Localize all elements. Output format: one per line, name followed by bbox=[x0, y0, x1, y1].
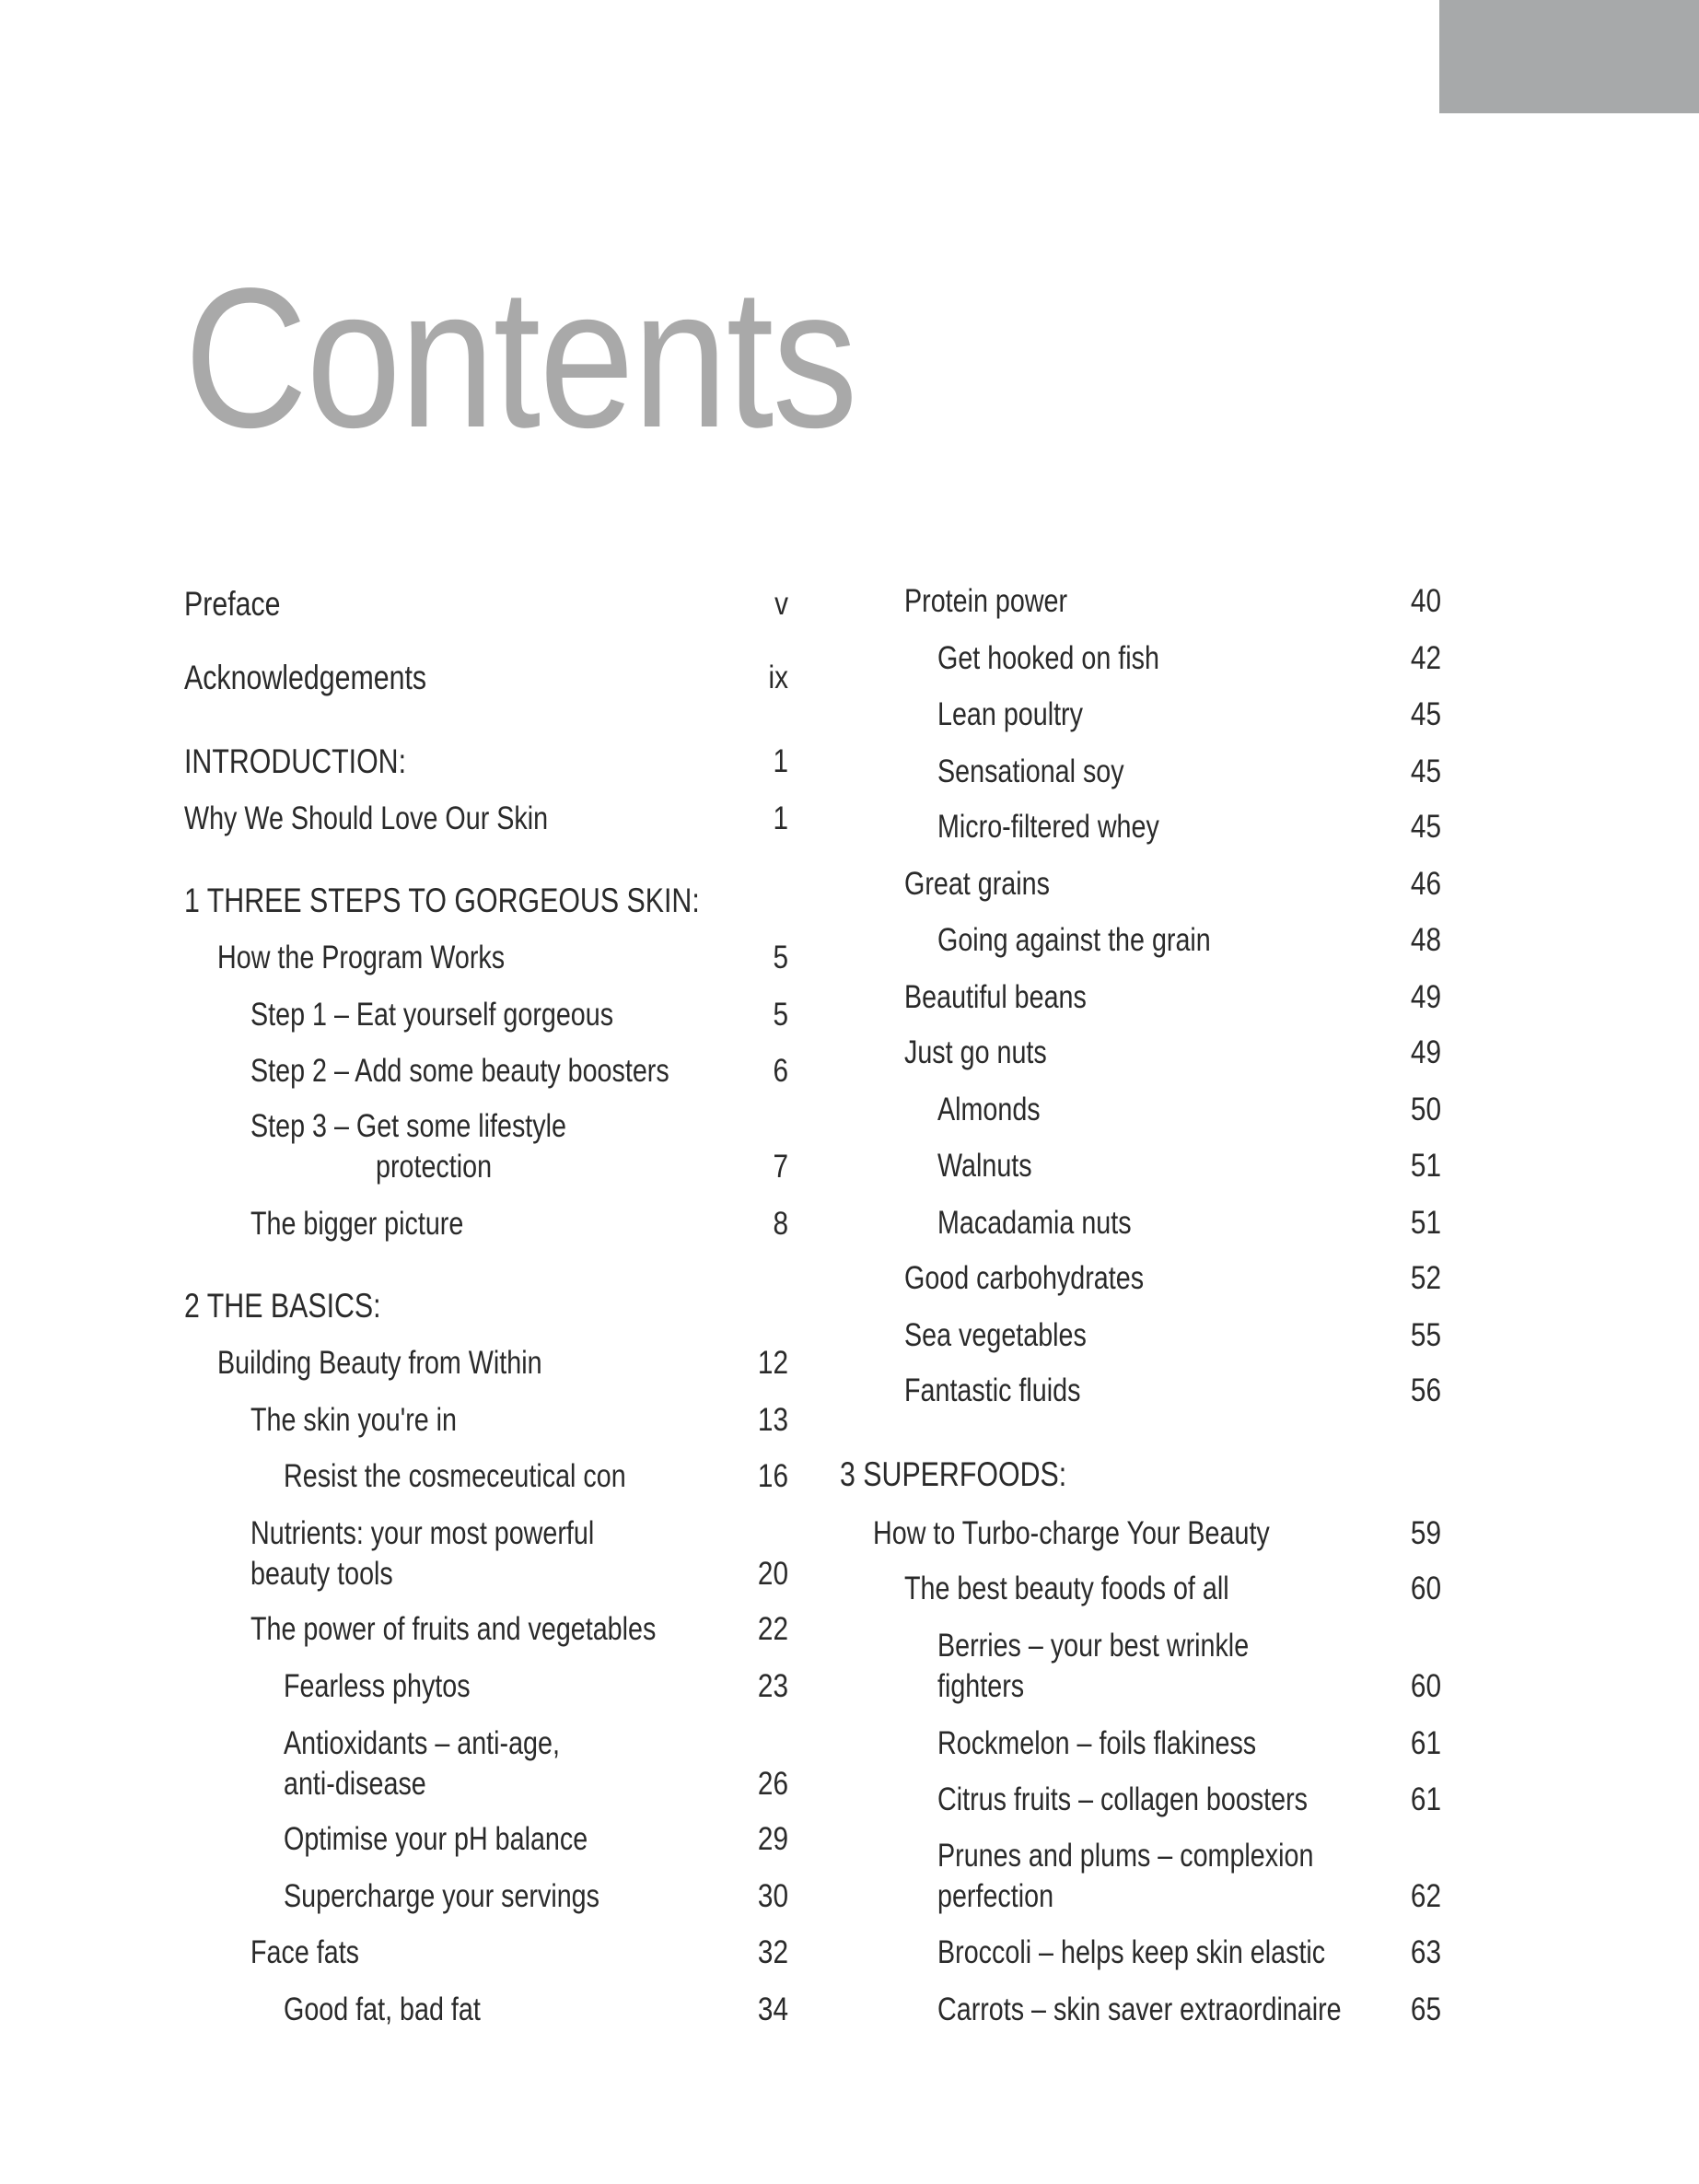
page-number: 45 bbox=[1410, 696, 1441, 732]
toc-entry: Beautiful beans bbox=[904, 979, 1087, 1015]
corner-tab bbox=[1439, 0, 1699, 113]
toc-entry: Step 1 – Eat yourself gorgeous bbox=[250, 997, 614, 1033]
toc-entry: Optimise your pH balance bbox=[284, 1821, 588, 1857]
toc-entry: Resist the cosmeceutical con bbox=[284, 1458, 626, 1494]
toc-entry: Sensational soy bbox=[937, 753, 1124, 789]
toc-entry: How to Turbo-charge Your Beauty bbox=[873, 1515, 1270, 1551]
toc-heading: Preface bbox=[184, 585, 281, 623]
toc-entry: Micro-filtered whey bbox=[937, 809, 1159, 845]
page-number: 42 bbox=[1410, 640, 1441, 676]
page-number: v bbox=[774, 586, 788, 622]
page-number: 65 bbox=[1410, 1991, 1441, 2027]
page-number: 63 bbox=[1410, 1934, 1441, 1970]
toc-entry: perfection bbox=[937, 1878, 1054, 1914]
toc-entry: protection bbox=[376, 1149, 493, 1185]
page-number: 6 bbox=[773, 1053, 788, 1089]
toc-entry: Good fat, bad fat bbox=[284, 1991, 481, 2027]
toc-heading: 2 THE BASICS: bbox=[184, 1287, 381, 1325]
toc-entry: Lean poultry bbox=[937, 696, 1083, 732]
toc-heading: 3 SUPERFOODS: bbox=[840, 1455, 1067, 1493]
toc-entry: Sea vegetables bbox=[904, 1317, 1087, 1353]
toc-entry: Fantastic fluids bbox=[904, 1372, 1081, 1408]
page-number: 61 bbox=[1410, 1781, 1441, 1817]
toc-entry: Rockmelon – foils flakiness bbox=[937, 1725, 1257, 1761]
toc-entry: fighters bbox=[937, 1668, 1025, 1704]
page-number: 51 bbox=[1410, 1148, 1441, 1184]
page-number: 59 bbox=[1410, 1515, 1441, 1551]
page-number: 23 bbox=[757, 1668, 788, 1704]
page-number: 26 bbox=[757, 1766, 788, 1802]
page-number: 22 bbox=[757, 1611, 788, 1647]
page-number: 5 bbox=[773, 997, 788, 1033]
page-title: Contents bbox=[184, 246, 856, 469]
toc-entry: Just go nuts bbox=[904, 1034, 1047, 1070]
toc-entry: Prunes and plums – complexion bbox=[937, 1838, 1314, 1874]
toc-entry: Step 2 – Add some beauty boosters bbox=[250, 1053, 669, 1089]
toc-entry: Step 3 – Get some lifestyle bbox=[250, 1108, 566, 1144]
page-number: 61 bbox=[1410, 1725, 1441, 1761]
page-number: 29 bbox=[757, 1821, 788, 1857]
toc-heading: INTRODUCTION: bbox=[184, 742, 407, 780]
page-number: 12 bbox=[757, 1345, 788, 1381]
toc-entry: Get hooked on fish bbox=[937, 640, 1159, 676]
toc-entry: Antioxidants – anti-age, bbox=[284, 1725, 560, 1761]
page-number: 30 bbox=[757, 1878, 788, 1914]
toc-entry: Why We Should Love Our Skin bbox=[184, 800, 549, 836]
toc-entry: anti-disease bbox=[284, 1766, 426, 1802]
toc-entry: Protein power bbox=[904, 583, 1068, 619]
page-number: 62 bbox=[1410, 1878, 1441, 1914]
page-number: 1 bbox=[773, 800, 788, 836]
toc-entry: The bigger picture bbox=[250, 1206, 464, 1242]
page-number: 32 bbox=[757, 1934, 788, 1970]
toc-entry: Face fats bbox=[250, 1934, 360, 1970]
page-number: 50 bbox=[1410, 1092, 1441, 1127]
toc-entry: Macadamia nuts bbox=[937, 1205, 1132, 1241]
toc-entry: The power of fruits and vegetables bbox=[250, 1611, 657, 1647]
toc-entry: Good carbohydrates bbox=[904, 1260, 1145, 1296]
page-number: 60 bbox=[1410, 1668, 1441, 1704]
page-number: 55 bbox=[1410, 1317, 1441, 1353]
page-number: 56 bbox=[1410, 1372, 1441, 1408]
page-number: 48 bbox=[1410, 922, 1441, 958]
page-number: 40 bbox=[1410, 583, 1441, 619]
toc-heading: 1 THREE STEPS TO GORGEOUS SKIN: bbox=[184, 882, 700, 919]
toc-entry: Carrots – skin saver extraordinaire bbox=[937, 1991, 1342, 2027]
page-number: 5 bbox=[773, 940, 788, 975]
page-number: 1 bbox=[773, 743, 788, 779]
toc-entry: Great grains bbox=[904, 866, 1050, 902]
toc-entry: Walnuts bbox=[937, 1148, 1032, 1184]
toc-entry: Nutrients: your most powerful bbox=[250, 1515, 595, 1551]
page-number: 49 bbox=[1410, 979, 1441, 1015]
page-number: 60 bbox=[1410, 1571, 1441, 1606]
page-number: 49 bbox=[1410, 1034, 1441, 1070]
toc-entry: The skin you're in bbox=[250, 1402, 458, 1438]
page-number: ix bbox=[768, 660, 788, 695]
toc-entry: Broccoli – helps keep skin elastic bbox=[937, 1934, 1326, 1970]
toc-entry: Supercharge your servings bbox=[284, 1878, 599, 1914]
page-number: 8 bbox=[773, 1206, 788, 1242]
toc-entry: How the Program Works bbox=[217, 940, 506, 975]
page-number: 46 bbox=[1410, 866, 1441, 902]
page-number: 45 bbox=[1410, 809, 1441, 845]
toc-entry: Berries – your best wrinkle bbox=[937, 1628, 1250, 1664]
toc-entry: Citrus fruits – collagen boosters bbox=[937, 1781, 1308, 1817]
toc-entry: Fearless phytos bbox=[284, 1668, 471, 1704]
toc-entry: Building Beauty from Within bbox=[217, 1345, 542, 1381]
page-number: 7 bbox=[773, 1149, 788, 1185]
page-number: 13 bbox=[757, 1402, 788, 1438]
toc-entry: Almonds bbox=[937, 1092, 1041, 1127]
toc-heading: Acknowledgements bbox=[184, 659, 427, 696]
page-number: 34 bbox=[757, 1991, 788, 2027]
toc-entry: Going against the grain bbox=[937, 922, 1211, 958]
page-number: 16 bbox=[757, 1458, 788, 1494]
toc-entry: The best beauty foods of all bbox=[904, 1571, 1229, 1606]
toc-entry: beauty tools bbox=[250, 1556, 393, 1592]
page-number: 51 bbox=[1410, 1205, 1441, 1241]
page-number: 52 bbox=[1410, 1260, 1441, 1296]
page-number: 45 bbox=[1410, 753, 1441, 789]
page-number: 20 bbox=[757, 1556, 788, 1592]
